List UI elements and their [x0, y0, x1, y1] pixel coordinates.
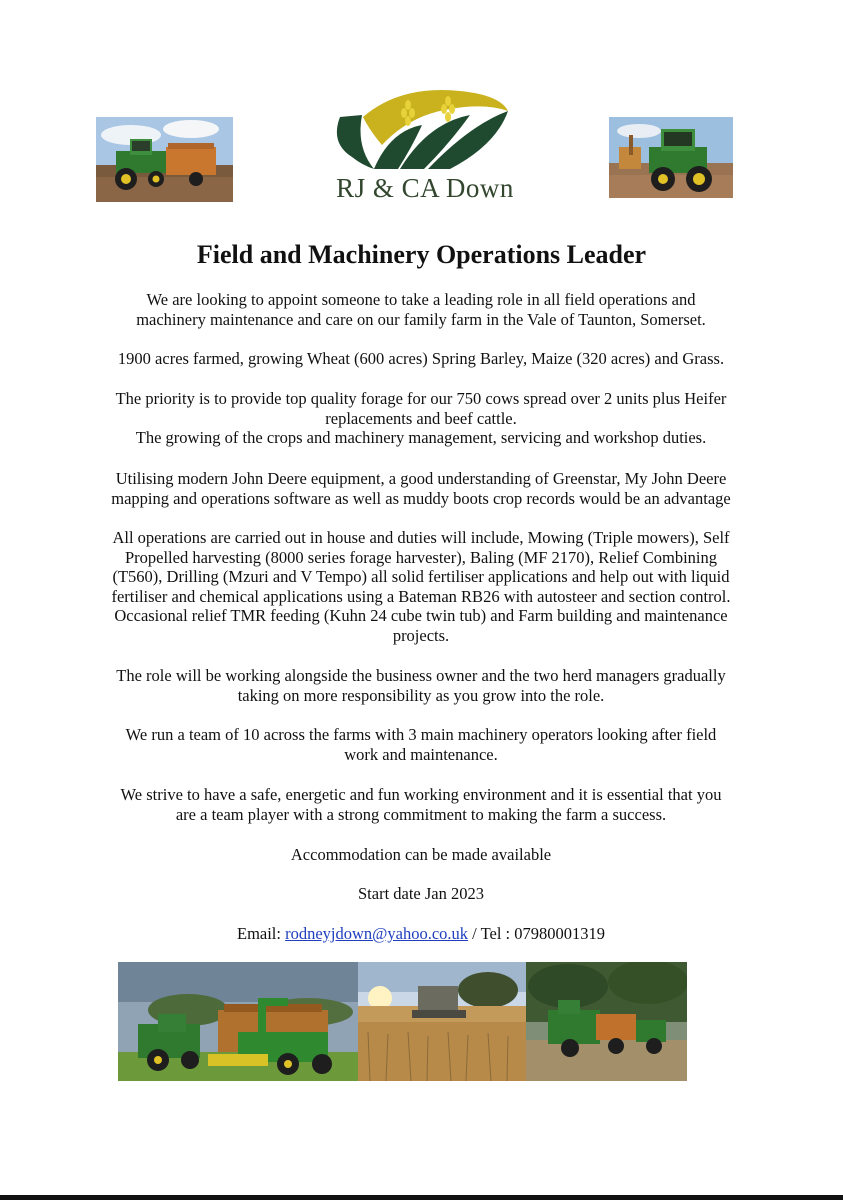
- tel-number: 07980001319: [514, 924, 605, 943]
- email-link[interactable]: rodneyjdown@yahoo.co.uk: [285, 924, 469, 943]
- page-title: Field and Machinery Operations Leader: [196, 240, 647, 269]
- paragraph-duties: All operations are carried out in house and duties will include, Mowing (Triple mowers), Self Propelled harvesting (8000 series forage harvester), Baling (MF 2170), Relief Combining (T560), Drilling (Mzuri and V Tempo) all solid fertiliser applications and help out with liquid fertiliser and chemical applications using a Bateman RB26 with autosteer and section control. Occasional relief TMR feeding (Kuhn 24 cube twin tub) and Farm building and maintenance projects.: [111, 528, 731, 645]
- forage-harvester-photo: [118, 962, 358, 1081]
- tractor-photo-right: [609, 117, 733, 198]
- farm-photo-banner: [118, 962, 687, 1081]
- paragraph-intro: We are looking to appoint someone to take a leading role in all field operations and machinery maintenance and care on our family farm in the Vale of Taunton, Somerset.: [136, 290, 706, 329]
- bottom-border: [0, 1195, 843, 1200]
- contact-line: [88, 924, 754, 944]
- paragraph-equipment: Utilising modern John Deere equipment, a good understanding of Greenstar, My John Deere mapping and operations software as well as muddy boots crop records would be an advantage: [111, 469, 731, 508]
- paragraph-start-date: Start date Jan 2023: [357, 884, 484, 903]
- tractor-photo-left: [96, 117, 233, 202]
- paragraph-priority: The priority is to provide top quality forage for our 750 cows spread over 2 units plus Heifer replacements and beef cattle. The growing of the crops and machinery management, servicing and workshop duties.: [115, 389, 727, 448]
- tel-label: / Tel :: [468, 924, 515, 943]
- company-name: RJ & CA Down: [336, 173, 514, 203]
- paragraph-environment: We strive to have a safe, energetic and fun working environment and it is essential that you are a team player with a strong commitment to making the farm a success.: [120, 785, 722, 824]
- paragraph-accommodation: Accommodation can be made available: [290, 845, 552, 864]
- email-label: Email:: [236, 924, 286, 943]
- paragraph-acreage: 1900 acres farmed, growing Wheat (600 acres) Spring Barley, Maize (320 acres) and Grass.: [117, 349, 725, 368]
- paragraph-role: The role will be working alongside the business owner and the two herd managers gradually taking on more responsibility as you grow into the role.: [116, 666, 726, 705]
- company-logo: [300, 85, 550, 210]
- combine-harvester-photo: [358, 962, 526, 1081]
- paragraph-team: We run a team of 10 across the farms with 3 main machinery operators looking after field work and maintenance.: [125, 725, 717, 764]
- combine-trailer-photo: [526, 962, 687, 1081]
